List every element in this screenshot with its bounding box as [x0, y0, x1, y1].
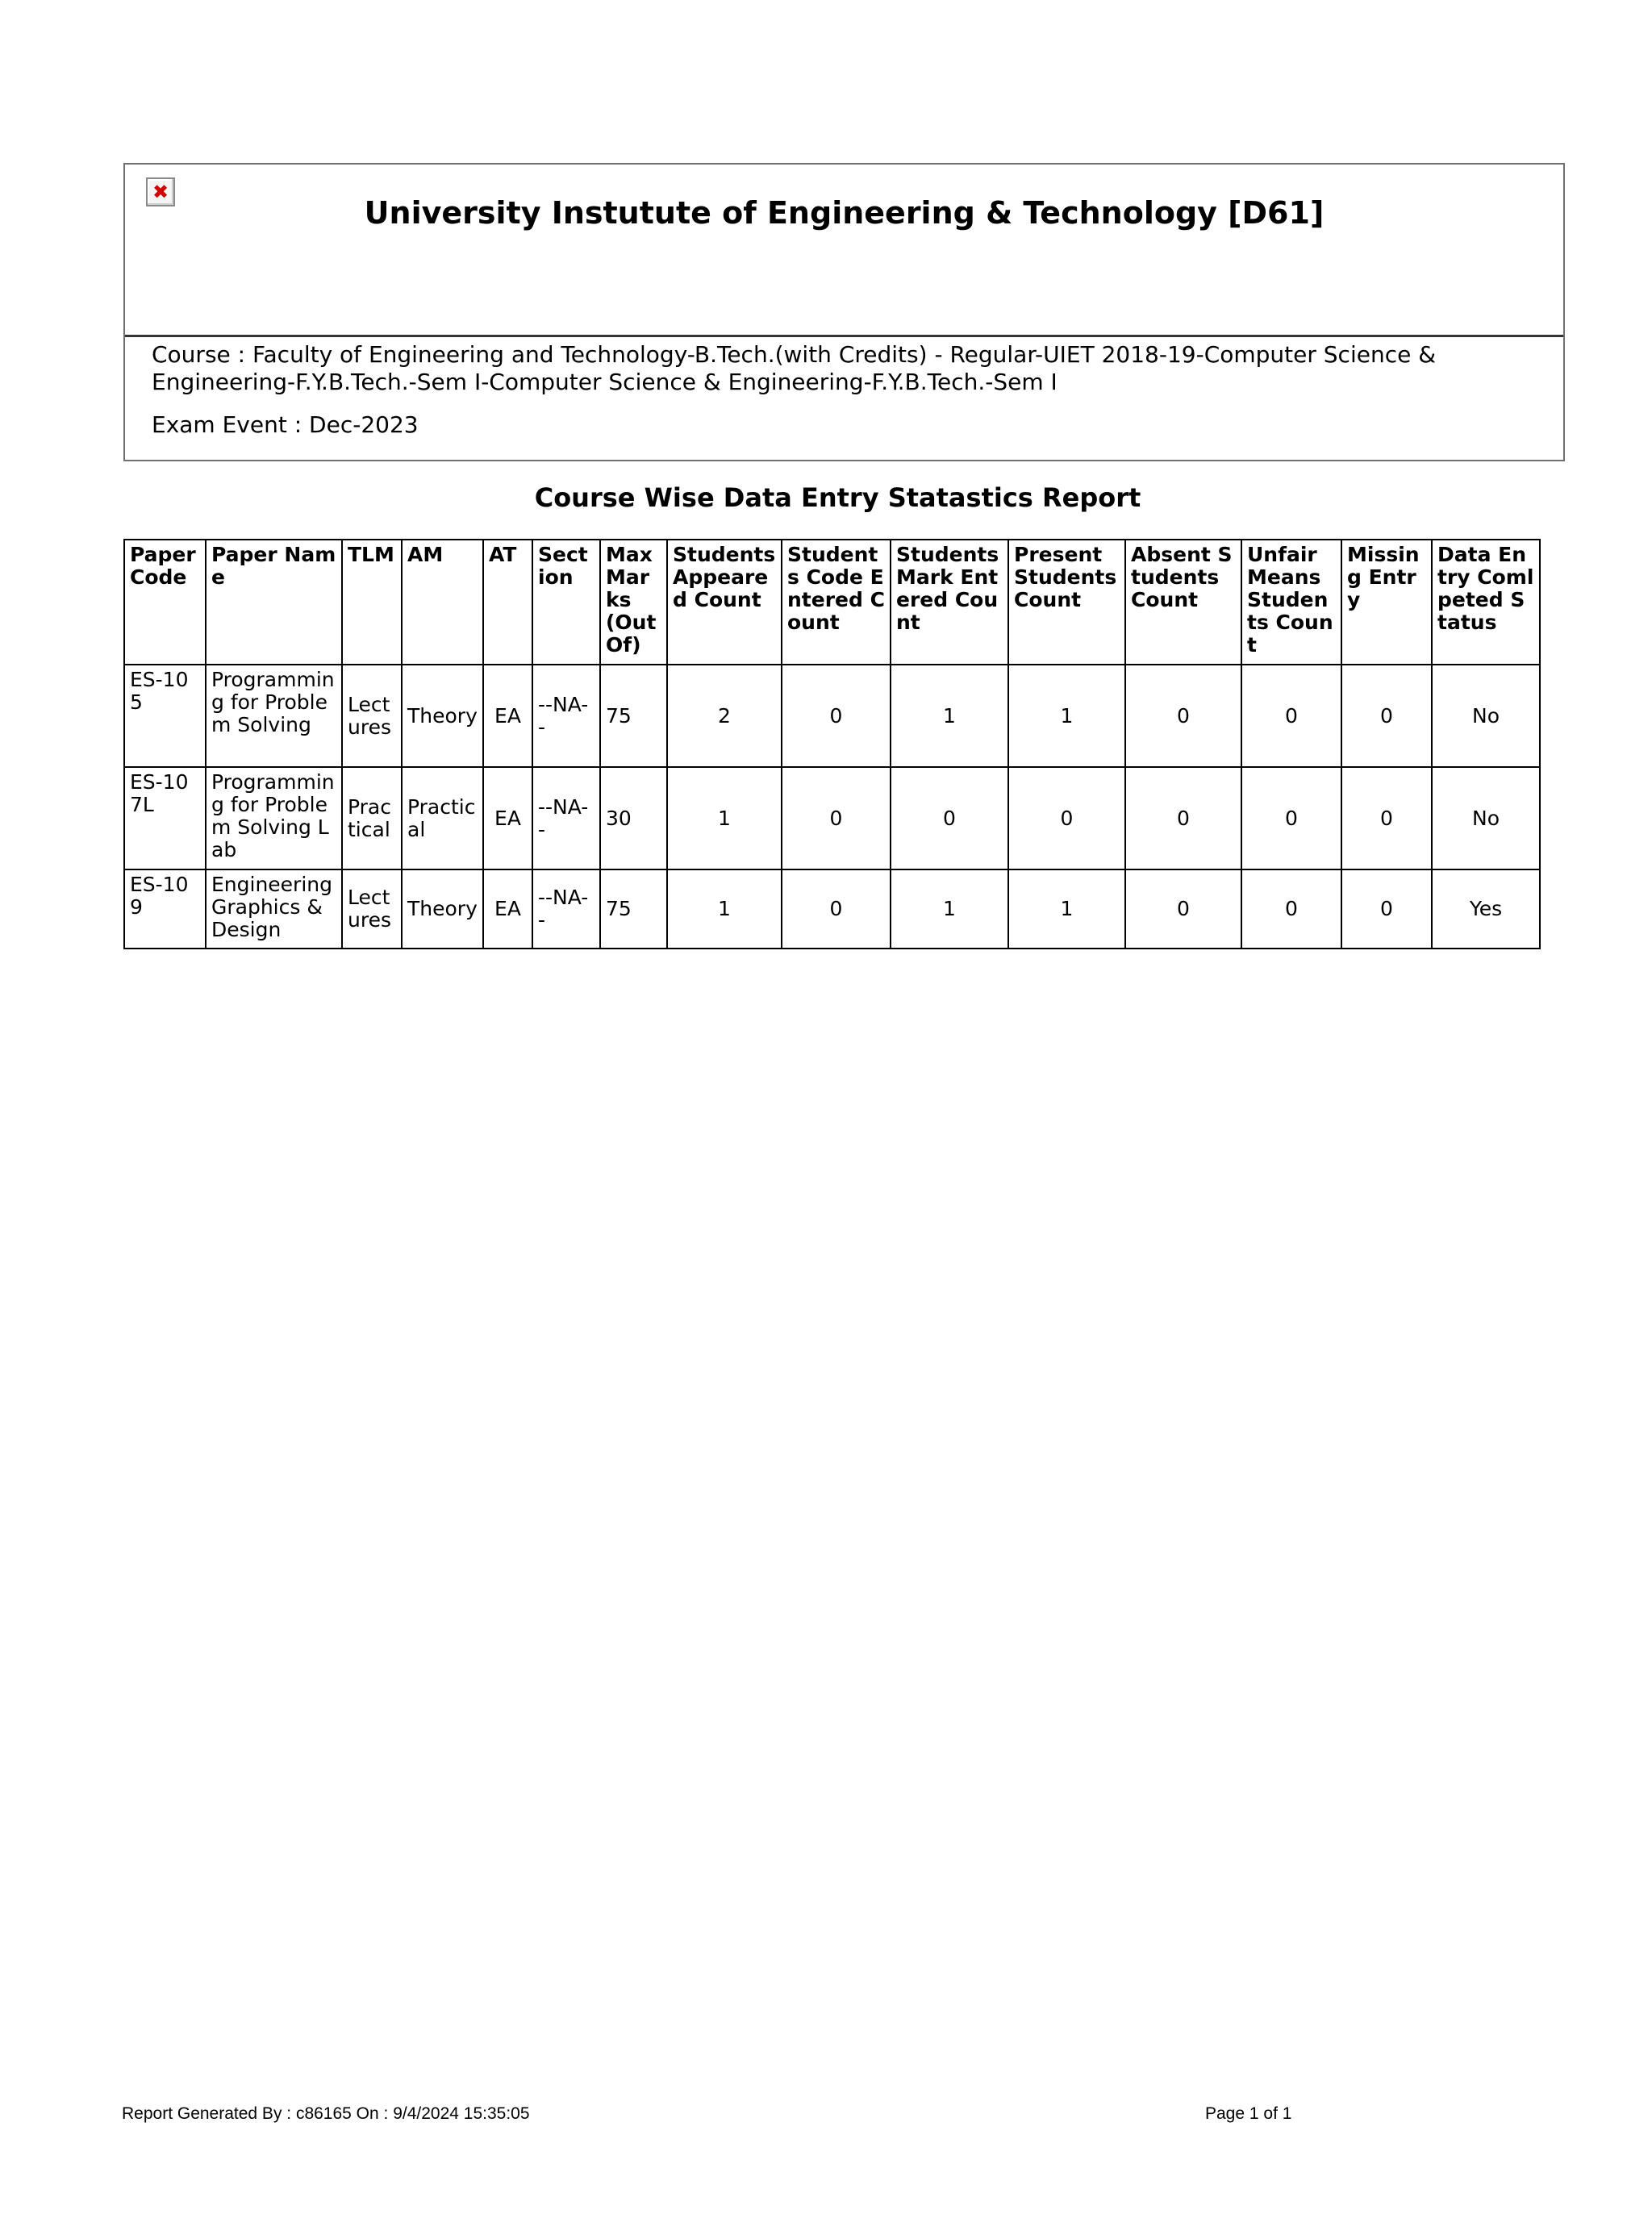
- paper-code-cell: ES-109: [124, 869, 206, 949]
- paper-code-cell: ES-105: [124, 665, 206, 767]
- course-line: Course : Faculty of Engineering and Technology-B.Tech.(with Credits) - Regular-UIET 2018-19-Computer Science & Engineering-F.Y.B.Tech.-Sem I-Computer Science & Engineering-F.Y.B.Tech.-Sem I: [152, 341, 1437, 395]
- mark-entered-count-cell: 1: [891, 665, 1008, 767]
- column-header: Paper Name: [206, 540, 342, 665]
- appeared-count-cell: 1: [667, 869, 782, 949]
- am-cell: Practical: [402, 767, 483, 869]
- max-marks-cell: 75: [600, 869, 667, 949]
- column-header: Students Mark Entered Count: [891, 540, 1008, 665]
- column-header: Present Students Count: [1008, 540, 1125, 665]
- mark-entered-count-cell: 1: [891, 869, 1008, 949]
- column-header: TLM: [342, 540, 402, 665]
- unfair-means-count-cell: 0: [1241, 665, 1341, 767]
- column-header: Data Entry Comlpeted Status: [1432, 540, 1540, 665]
- table-row: [124, 869, 1540, 949]
- tlm-cell: Lectures: [342, 665, 402, 767]
- missing-entry-cell: 0: [1341, 869, 1432, 949]
- table-row: [124, 665, 1540, 767]
- header-title-section: [125, 165, 1563, 337]
- unfair-means-count-cell: 0: [1241, 869, 1341, 949]
- report-generated-by: Report Generated By : c86165 On : 9/4/2024 15:35:05: [122, 2104, 530, 2123]
- column-header: Students Code Entered Count: [782, 540, 891, 665]
- absent-count-cell: 0: [1125, 869, 1241, 949]
- code-entered-count-cell: 0: [782, 869, 891, 949]
- tlm-cell: Practical: [342, 767, 402, 869]
- completed-status-cell: Yes: [1432, 869, 1540, 949]
- present-count-cell: 1: [1008, 869, 1125, 949]
- present-count-cell: 0: [1008, 767, 1125, 869]
- column-header: AM: [402, 540, 483, 665]
- column-header: Students Appeared Count: [667, 540, 782, 665]
- max-marks-cell: 30: [600, 767, 667, 869]
- completed-status-cell: No: [1432, 767, 1540, 869]
- table-header-row: [124, 540, 1540, 665]
- section-cell: --NA--: [532, 869, 600, 949]
- table-row: [124, 767, 1540, 869]
- institute-title: University Instutute of Engineering & Technology [D61]: [364, 195, 1325, 231]
- tlm-cell: Lectures: [342, 869, 402, 949]
- mark-entered-count-cell: 0: [891, 767, 1008, 869]
- missing-entry-cell: 0: [1341, 665, 1432, 767]
- completed-status-cell: No: [1432, 665, 1540, 767]
- code-entered-count-cell: 0: [782, 767, 891, 869]
- column-header: Max Marks (Out Of): [600, 540, 667, 665]
- paper-name-cell: Programming for Problem Solving Lab: [206, 767, 342, 869]
- page-number: Page 1 of 1: [1205, 2104, 1292, 2123]
- at-cell: EA: [483, 767, 532, 869]
- report-title: Course Wise Data Entry Statastics Report: [534, 482, 1141, 513]
- column-header: Unfair Means Students Count: [1241, 540, 1341, 665]
- header-box: [123, 163, 1565, 461]
- am-cell: Theory: [402, 665, 483, 767]
- present-count-cell: 1: [1008, 665, 1125, 767]
- appeared-count-cell: 1: [667, 767, 782, 869]
- code-entered-count-cell: 0: [782, 665, 891, 767]
- am-cell: Theory: [402, 869, 483, 949]
- column-header: Paper Code: [124, 540, 206, 665]
- paper-name-cell: Programming for Problem Solving: [206, 665, 342, 767]
- column-header: Section: [532, 540, 600, 665]
- at-cell: EA: [483, 665, 532, 767]
- unfair-means-count-cell: 0: [1241, 767, 1341, 869]
- broken-image-icon: ✖: [146, 177, 175, 206]
- statistics-table: [123, 539, 1541, 949]
- exam-event: Exam Event : Dec-2023: [152, 411, 419, 438]
- column-header: AT: [483, 540, 532, 665]
- paper-code-cell: ES-107L: [124, 767, 206, 869]
- appeared-count-cell: 2: [667, 665, 782, 767]
- column-header: Absent Students Count: [1125, 540, 1241, 665]
- max-marks-cell: 75: [600, 665, 667, 767]
- at-cell: EA: [483, 869, 532, 949]
- absent-count-cell: 0: [1125, 665, 1241, 767]
- section-cell: --NA--: [532, 665, 600, 767]
- paper-name-cell: Engineering Graphics & Design: [206, 869, 342, 949]
- column-header: Missing Entry: [1341, 540, 1432, 665]
- section-cell: --NA--: [532, 767, 600, 869]
- absent-count-cell: 0: [1125, 767, 1241, 869]
- missing-entry-cell: 0: [1341, 767, 1432, 869]
